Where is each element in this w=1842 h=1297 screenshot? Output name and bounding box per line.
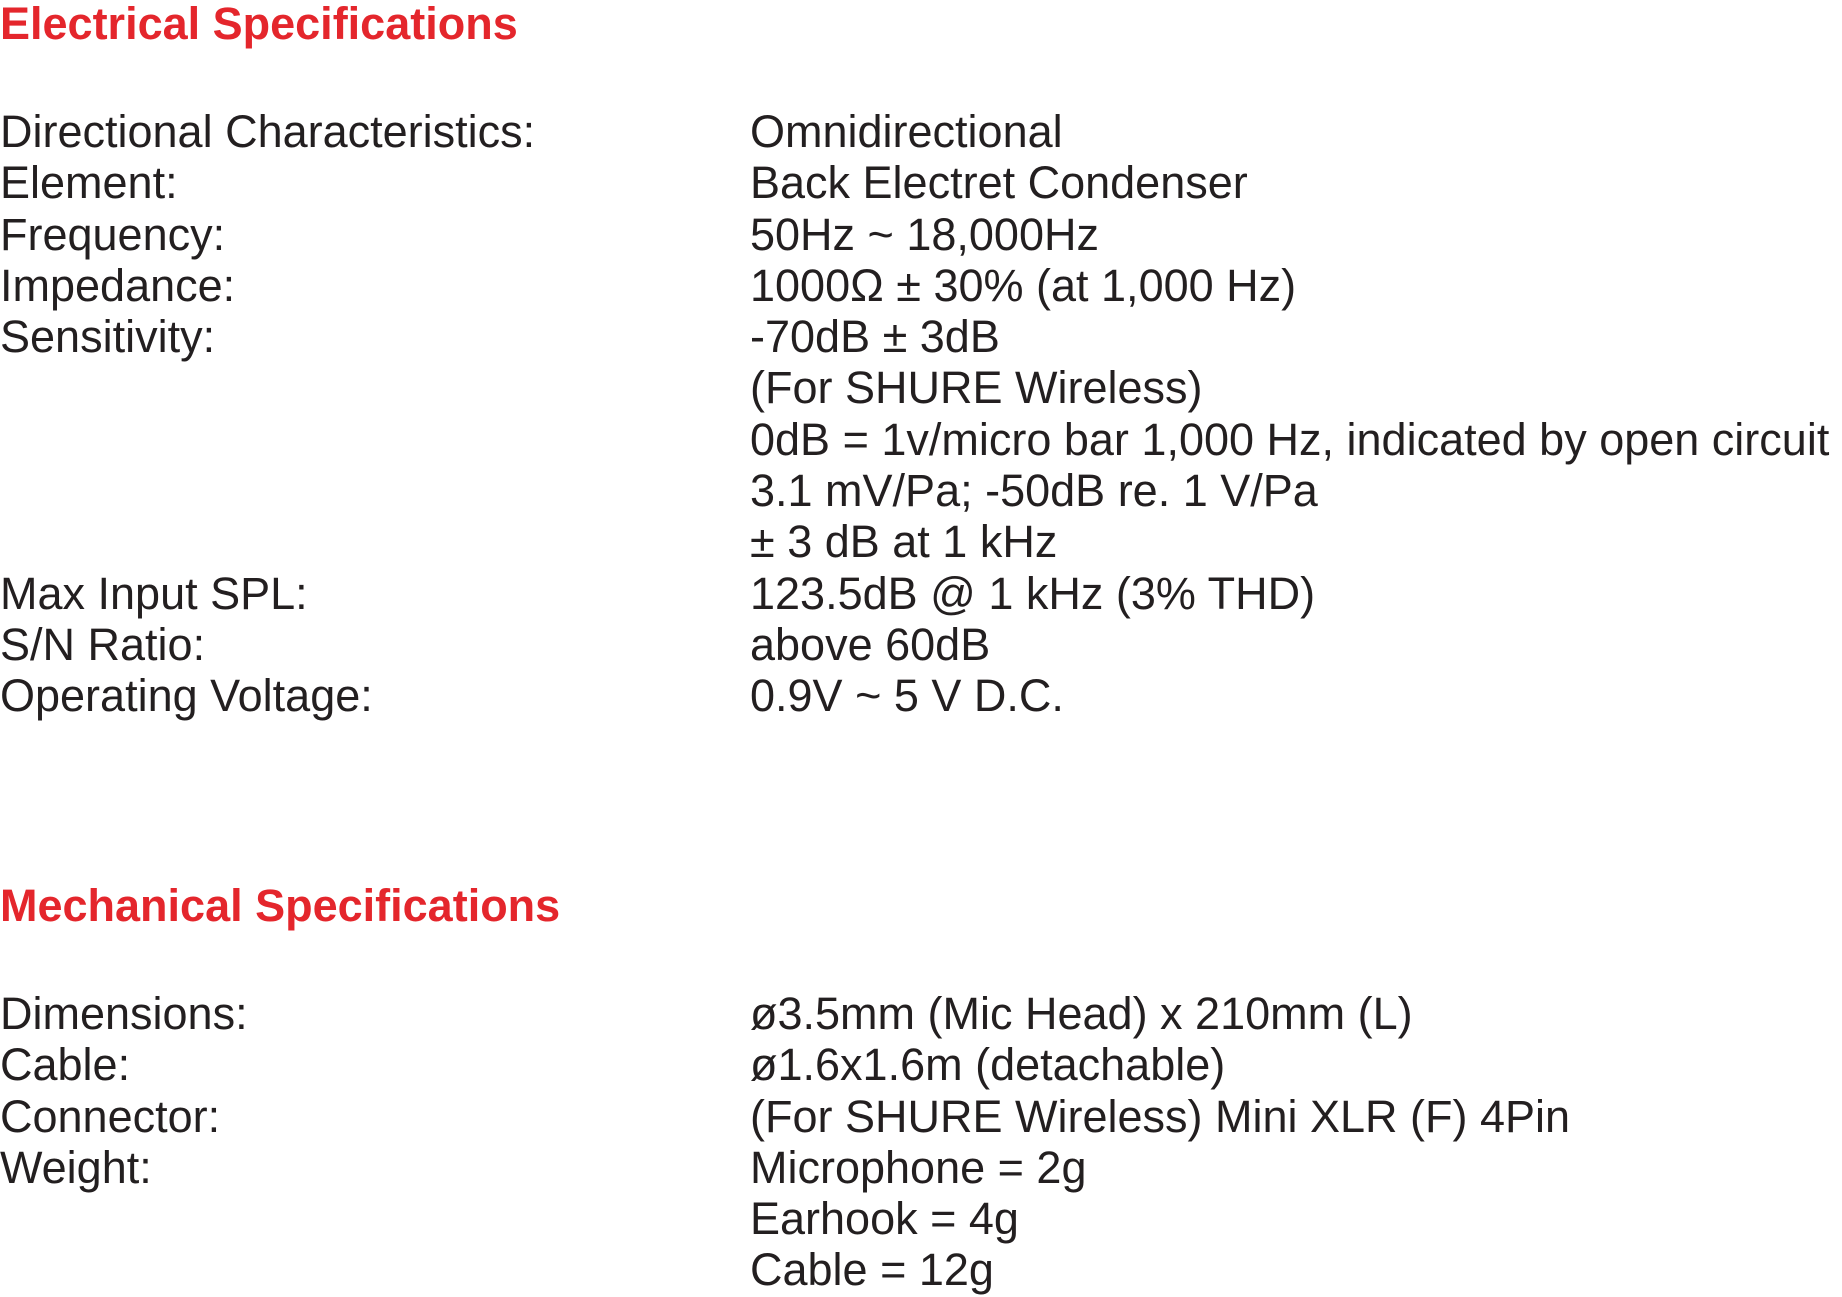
- spec-row: [0, 568, 1842, 619]
- spec-row: [0, 157, 1842, 208]
- spec-value: Cable = 12g: [750, 1244, 994, 1296]
- spec-value: Back Electret Condenser: [750, 157, 1248, 209]
- spec-values: [750, 988, 1842, 1039]
- spec-value: 3.1 mV/Pa; -50dB re. 1 V/Pa: [750, 465, 1318, 517]
- mechanical-specifications-heading: Mechanical Specifications: [0, 880, 561, 931]
- spec-label: Max Input SPL:: [0, 567, 308, 619]
- spec-label: S/N Ratio:: [0, 618, 206, 670]
- spec-value: Earhook = 4g: [750, 1193, 1019, 1245]
- spec-values: [750, 1091, 1842, 1142]
- spec-row: [0, 1091, 1842, 1142]
- spec-label: Operating Voltage:: [0, 670, 373, 722]
- spec-value: 0.9V ~ 5 V D.C.: [750, 670, 1064, 722]
- mechanical-specifications-section: [0, 880, 1842, 1296]
- spec-value: Omnidirectional: [750, 106, 1063, 157]
- spec-value: (For SHURE Wireless): [750, 362, 1203, 414]
- spec-row: [0, 260, 1842, 311]
- spec-value: above 60dB: [750, 618, 991, 670]
- electrical-spec-list: [0, 106, 1842, 722]
- spec-value: ø1.6x1.6m (detachable): [750, 1039, 1226, 1091]
- spec-value: ± 3 dB at 1 kHz: [750, 516, 1058, 568]
- spec-value: (For SHURE Wireless) Mini XLR (F) 4Pin: [750, 1090, 1571, 1142]
- spec-row: [0, 619, 1842, 670]
- spec-values: [750, 260, 1842, 311]
- spec-label: Cable:: [0, 1039, 131, 1091]
- spec-label: Element:: [0, 157, 178, 209]
- mechanical-spec-list: [0, 988, 1842, 1296]
- electrical-specifications-heading: Electrical Specifications: [0, 0, 518, 49]
- spec-value: 1000Ω ± 30% (at 1,000 Hz): [750, 259, 1297, 311]
- spec-label: Dimensions:: [0, 988, 248, 1039]
- spec-row: [0, 1039, 1842, 1090]
- spec-value: 50Hz ~ 18,000Hz: [750, 208, 1099, 260]
- spec-label: Weight:: [0, 1141, 152, 1193]
- spec-row: [0, 311, 1842, 567]
- spec-values: [750, 106, 1842, 157]
- spec-row: [0, 106, 1842, 157]
- spec-values: [750, 1142, 1842, 1296]
- spec-row: [0, 1142, 1842, 1296]
- spec-values: [750, 568, 1842, 619]
- spec-value: -70dB ± 3dB: [750, 311, 1000, 363]
- spec-value: Microphone = 2g: [750, 1141, 1087, 1193]
- spec-value: ø3.5mm (Mic Head) x 210mm (L): [750, 988, 1413, 1039]
- spec-label: Connector:: [0, 1090, 221, 1142]
- spec-values: [750, 209, 1842, 260]
- spec-label: Directional Characteristics:: [0, 106, 536, 157]
- spec-values: [750, 670, 1842, 721]
- spec-label: Frequency:: [0, 208, 226, 260]
- spec-values: [750, 619, 1842, 670]
- spec-value: 123.5dB @ 1 kHz (3% THD): [750, 567, 1316, 619]
- spec-value: 0dB = 1v/micro bar 1,000 Hz, indicated by open circuit: [750, 413, 1830, 465]
- spec-row: [0, 988, 1842, 1039]
- spec-row: [0, 670, 1842, 721]
- spec-values: [750, 311, 1842, 567]
- spec-label: Impedance:: [0, 259, 236, 311]
- spec-row: [0, 209, 1842, 260]
- spec-values: [750, 1039, 1842, 1090]
- spec-label: Sensitivity:: [0, 311, 216, 363]
- spec-values: [750, 157, 1842, 208]
